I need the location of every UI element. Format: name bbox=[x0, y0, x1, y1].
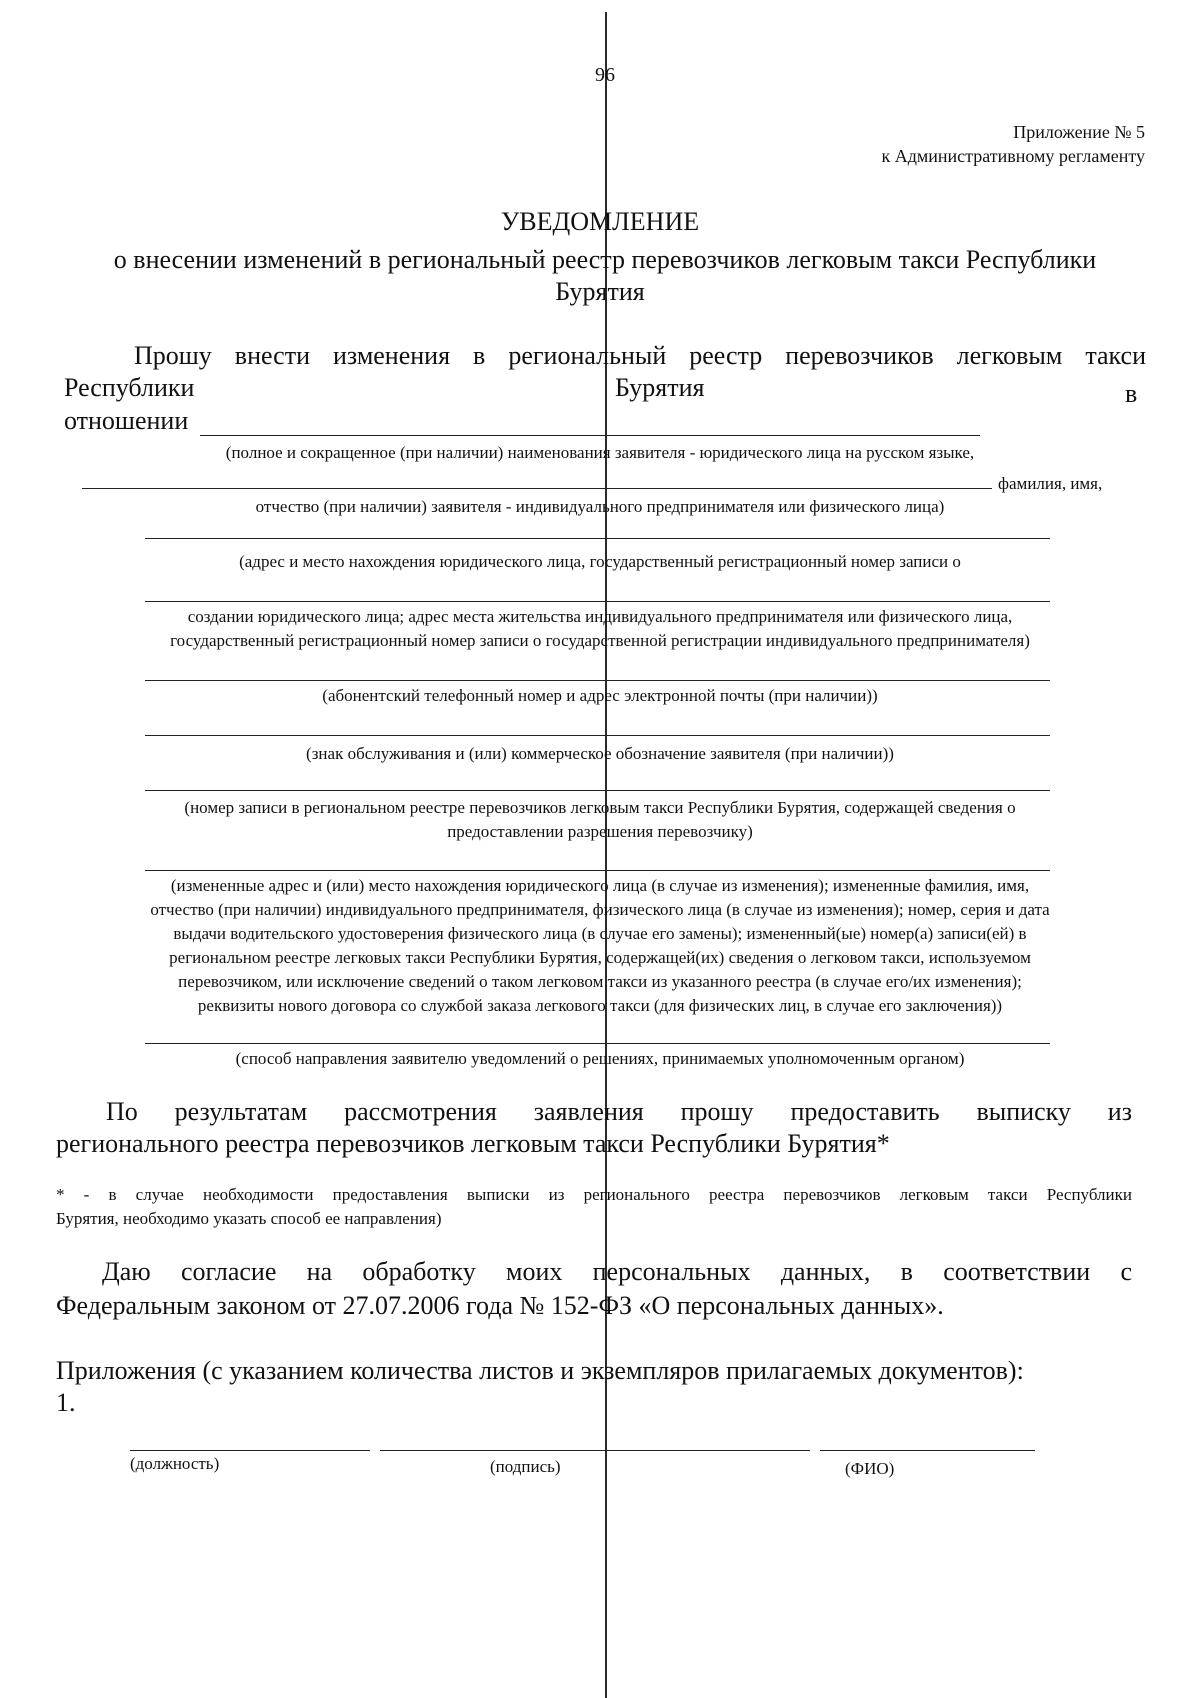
signature-position-label: (должность) bbox=[130, 1454, 220, 1473]
caption-patronymic: отчество (при наличии) заявителя - индивидуального предпринимателя или физического лица) bbox=[255, 497, 945, 516]
caption-trademark: (знак обслуживания и (или) коммерческое обозначение заявителя (при наличии)) bbox=[306, 744, 894, 763]
appendix-block bbox=[700, 120, 1145, 168]
caption-registry-number-2: предоставлении разрешения перевозчику) bbox=[447, 822, 753, 841]
request-line-1: Прошу внести изменения в региональный реестр перевозчиков легковым такси bbox=[134, 341, 1146, 370]
footnote-line-2: Бурятия, необходимо указать способ ее направления) bbox=[56, 1209, 442, 1228]
caption-contacts: (абонентский телефонный номер и адрес электронной почты (при наличии)) bbox=[322, 686, 878, 705]
changes-line bbox=[145, 870, 1050, 871]
caption-changes-6: реквизиты нового договора со службой заказа легкового такси (для физических лиц, в случае его заключения)) bbox=[197, 996, 1003, 1015]
document-title: УВЕДОМЛЕНИЕ bbox=[500, 207, 700, 236]
applicant-name-line-2 bbox=[82, 488, 992, 489]
caption-registry-number-1: (номер записи в региональном реестре перевозчиков легковым такси Республики Бурятия, содержащей сведения о bbox=[184, 798, 1016, 817]
address-line bbox=[145, 538, 1050, 539]
caption-address: (адрес и место нахождения юридического лица, государственный регистрационный номер записи о bbox=[239, 552, 961, 571]
request-regarding: отношении bbox=[64, 406, 189, 435]
caption-registration-2: государственный регистрационный номер записи о государственной регистрации индивидуального предпринимателя) bbox=[170, 631, 1030, 650]
position-signature-line bbox=[130, 1450, 370, 1451]
caption-changes-2: отчество (при наличии) индивидуального предпринимателя, физического лица (в случае из изменения); номер, серия и дата bbox=[150, 900, 1050, 919]
notification-method-line bbox=[145, 1043, 1050, 1044]
caption-changes-1: (измененные адрес и (или) место нахождения юридического лица (в случае из изменения); измененные фамилия, имя, bbox=[170, 876, 1030, 895]
page-number: 96 bbox=[595, 64, 615, 86]
consent-line-1: Даю согласие на обработку моих персональных данных, в соответствии с bbox=[102, 1257, 1132, 1286]
applicant-name-line bbox=[200, 435, 980, 436]
footnote-line-1: * - в случае необходимости предоставления выписки из регионального реестра перевозчиков легковым такси Республики bbox=[56, 1185, 1132, 1204]
signature-name-label: (ФИО) bbox=[845, 1459, 895, 1478]
attachments-line-1: Приложения (с указанием количества листов и экземпляров прилагаемых документов): bbox=[56, 1356, 1024, 1385]
caption-changes-3: выдачи водительского удостоверения физического лица (в случае его замены); измененный(ые) номер(а) записи(ей) в bbox=[173, 924, 1027, 943]
document-subtitle-2: Бурятия bbox=[555, 277, 645, 306]
address-line-2 bbox=[145, 601, 1050, 602]
appendix-reference: к Административному регламенту bbox=[881, 146, 1145, 166]
results-line-2: регионального реестра перевозчиков легковым такси Республики Бурятия* bbox=[56, 1129, 890, 1158]
consent-line-2: Федеральным законом от 27.07.2006 года № 152-ФЗ «О персональных данных». bbox=[56, 1291, 944, 1320]
request-buryatia: Бурятия bbox=[615, 373, 705, 402]
appendix-number: Приложение № 5 bbox=[1013, 122, 1145, 142]
attachments-line-2: 1. bbox=[56, 1388, 76, 1417]
caption-applicant-name: (полное и сокращенное (при наличии) наименования заявителя - юридического лица на русском языке, bbox=[225, 443, 975, 462]
signature-sign-label: (подпись) bbox=[490, 1457, 561, 1476]
contacts-line bbox=[145, 680, 1050, 681]
request-republic: Республики bbox=[64, 373, 195, 402]
registry-number-line bbox=[145, 790, 1050, 791]
caption-registration-1: создании юридического лица; адрес места жительства индивидуального предпринимателя или физического лица, bbox=[187, 607, 1013, 626]
caption-changes-4: региональном реестре легковых такси Республики Бурятия, содержащей(их) сведения о легковом такси, используемом bbox=[169, 948, 1031, 967]
caption-notification-method: (способ направления заявителю уведомлений о решениях, принимаемых уполномоченным органом) bbox=[235, 1049, 965, 1068]
name-signature-line bbox=[820, 1450, 1035, 1451]
sign-signature-line bbox=[380, 1450, 810, 1451]
results-line-1: По результатам рассмотрения заявления прошу предоставить выписку из bbox=[106, 1097, 1132, 1126]
request-in: в bbox=[1125, 379, 1138, 408]
caption-changes-5: перевозчиком, или исключение сведений о таком легковом такси из указанного реестра (в случае его/их изменения); bbox=[178, 972, 1022, 991]
caption-surname: фамилия, имя, bbox=[998, 474, 1103, 493]
document-subtitle-1: о внесении изменений в региональный реестр перевозчиков легковым такси Республики bbox=[113, 245, 1097, 274]
trademark-line bbox=[145, 735, 1050, 736]
